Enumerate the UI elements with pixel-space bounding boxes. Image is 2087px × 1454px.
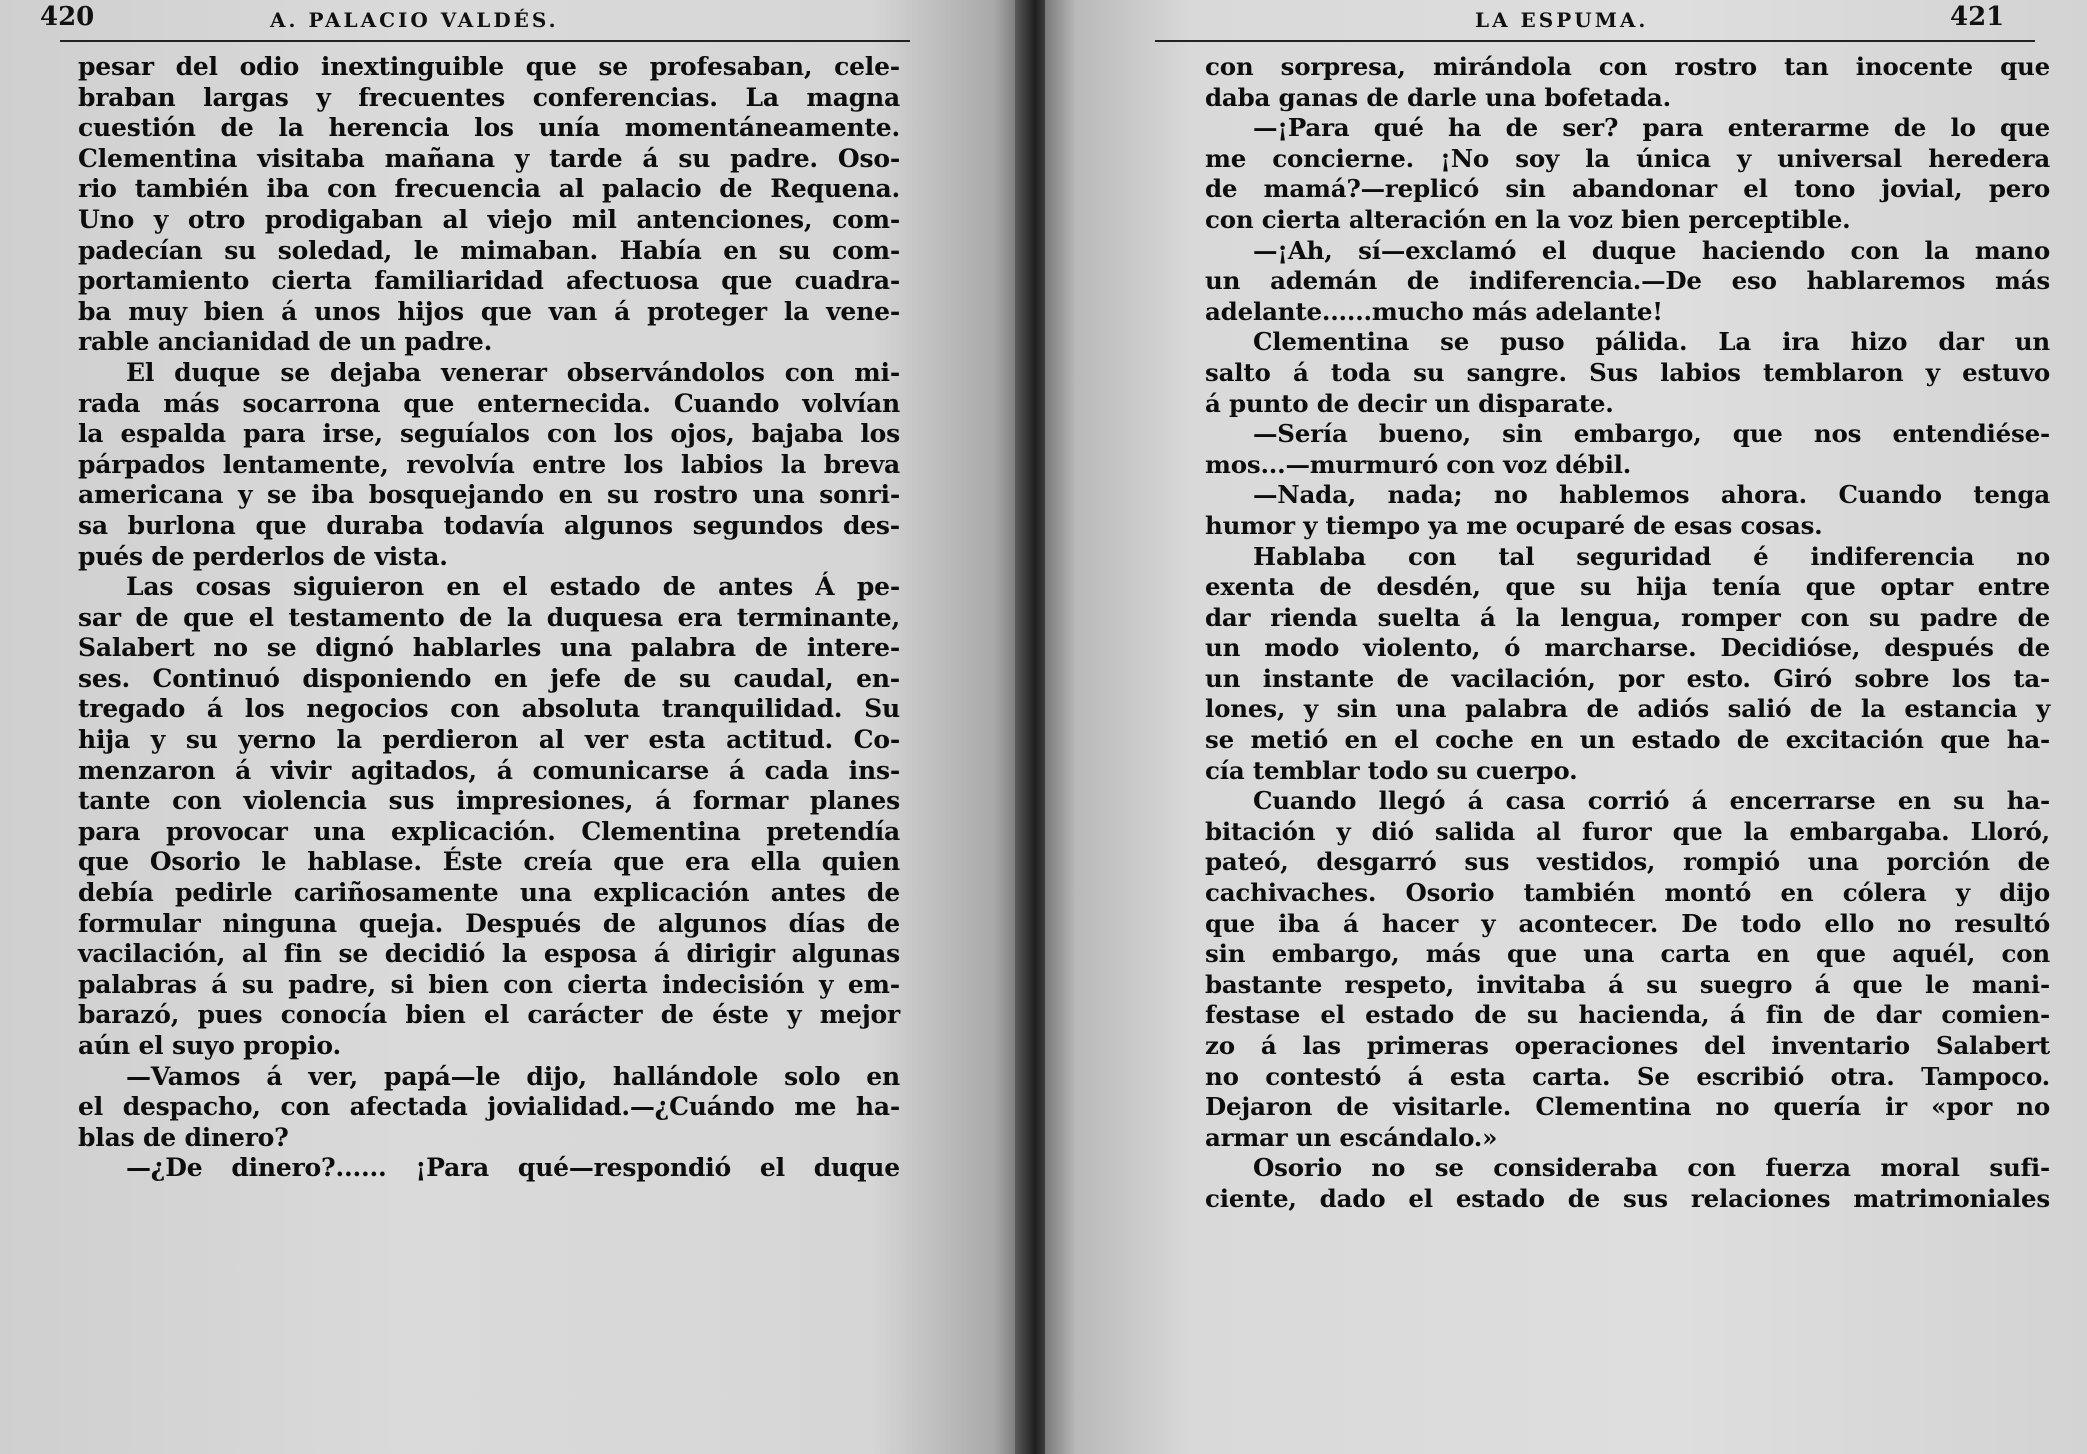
right-page	[1045, 0, 2087, 1454]
page-number: 420	[40, 2, 95, 32]
text-line: Cuando llegó á casa corrió á encerrarse en su ha-	[1253, 786, 2050, 816]
page-number: 421	[1950, 2, 2005, 32]
text-line: barazó, pues conocía bien el carácter de éste y mejor	[78, 1000, 900, 1030]
text-line: pateó, desgarró sus vestidos, rompió una porción de	[1205, 847, 2050, 877]
text-line: dar rienda suelta á la lengua, romper con su padre de	[1205, 602, 2050, 632]
text-line: de mamá?—replicó sin abandonar el tono jovial, pero	[1205, 174, 2050, 204]
text-line: ciente, dado el estado de sus relaciones matrimoniales	[1205, 1183, 2050, 1213]
text-line: con cierta alteración en la voz bien perceptible.	[1205, 204, 1851, 234]
text-line: no contestó á esta carta. Se escribió otra. Tampoco.	[1205, 1061, 2050, 1091]
text-line: el despacho, con afectada jovialidad.—¿Cuándo me ha-	[78, 1092, 900, 1122]
text-line: menzaron á vivir agitados, á comunicarse á cada ins-	[78, 755, 900, 785]
text-line: Las cosas siguieron en el estado de antes Á pe-	[126, 572, 900, 602]
text-line: á punto de decir un disparate.	[1205, 388, 1614, 418]
text-line: —¿De dinero?...... ¡Para qué—respondió el duque	[126, 1153, 900, 1183]
text-line: Osorio no se consideraba con fuerza moral sufi-	[1253, 1153, 2050, 1183]
text-line: zo á las primeras operaciones del inventario Salabert	[1205, 1031, 2050, 1060]
text-line: bitación y dió salida al furor que la embargaba. Lloró,	[1205, 816, 2050, 846]
text-line: sa burlona que duraba todavía algunos segundos des-	[78, 510, 900, 540]
text-line: braban largas y frecuentes conferencias. La magna	[78, 82, 900, 112]
text-line: —¡Para qué ha de ser? para enterarme de lo que	[1253, 113, 2050, 143]
text-line: sin embargo, más que una carta en que aquél, con	[1205, 939, 2050, 969]
left-page	[0, 0, 1025, 1454]
text-line: blas de dinero?	[78, 1122, 289, 1152]
text-line: vacilación, al fin se decidió la esposa á dirigir algunas	[78, 939, 900, 969]
text-line: Clementina se puso pálida. La ira hizo dar un	[1253, 327, 2050, 357]
text-line: tante con violencia sus impresiones, á formar planes	[78, 786, 900, 816]
text-line: me concierne. ¡No soy la única y universal heredera	[1205, 143, 2050, 173]
text-line: cuestión de la herencia los unía momentáneamente.	[78, 113, 900, 143]
text-line: padecían su soledad, le mimaban. Había en su com-	[78, 235, 900, 265]
text-line: salto á toda su sangre. Sus labios temblaron y estuvo	[1205, 357, 2050, 387]
text-line: que iba á hacer y acontecer. De todo ello no resultó	[1205, 908, 2050, 938]
running-title: A. PALACIO VALDÉS.	[270, 8, 559, 32]
text-line: El duque se dejaba venerar observándolos con mi-	[126, 357, 900, 387]
text-line: un instante de vacilación, por esto. Giró sobre los ta-	[1205, 663, 2050, 693]
text-line: párpados lentamente, revolvía entre los labios la breva	[78, 449, 900, 479]
text-line: palabras á su padre, si bien con cierta indecisión y em-	[78, 969, 900, 999]
text-line: la espalda para irse, seguíalos con los ojos, bajaba los	[78, 419, 900, 449]
header-rule	[60, 40, 910, 42]
body-text	[1205, 52, 2050, 1215]
text-line: humor y tiempo ya me ocuparé de esas cosas.	[1205, 510, 1823, 540]
text-line: cachivaches. Osorio también montó en cólera y dijo	[1205, 878, 2050, 908]
text-line: daba ganas de darle una bofetada.	[1205, 82, 1671, 112]
text-line: rio también iba con frecuencia al palacio de Requena.	[78, 174, 900, 204]
text-line: hija y su yerno la perdieron al ver esta actitud. Co-	[78, 725, 900, 755]
text-line: Clementina visitaba mañana y tarde á su padre. Oso-	[78, 143, 900, 173]
text-line: mos...—murmuró con voz débil.	[1205, 449, 1632, 479]
text-line: americana y se iba bosquejando en su rostro una sonri-	[78, 480, 900, 510]
text-line: cía temblar todo su cuerpo.	[1205, 755, 1578, 785]
body-text	[78, 52, 900, 1184]
text-line: un modo violento, ó marcharse. Decidióse, después de	[1205, 633, 2050, 663]
text-line: debía pedirle cariñosamente una explicación antes de	[78, 878, 900, 908]
text-line: se metió en el coche en un estado de excitación que ha-	[1205, 725, 2050, 755]
text-line: Hablaba con tal seguridad é indiferencia no	[1253, 541, 2050, 571]
text-line: —Sería bueno, sin embargo, que nos entendiése-	[1253, 419, 2050, 449]
text-line: tregado á los negocios con absoluta tranquilidad. Su	[78, 694, 900, 724]
text-line: —Vamos á ver, papá—le dijo, hallándole solo en	[126, 1061, 900, 1091]
text-line: rable ancianidad de un padre.	[78, 327, 493, 357]
text-line: —Nada, nada; no hablemos ahora. Cuando tenga	[1253, 480, 2050, 510]
text-line: pués de perderlos de vista.	[78, 541, 448, 571]
text-line: que Osorio le hablase. Éste creía que era ella quien	[78, 847, 900, 877]
text-line: festase el estado de su hacienda, á fin de dar comien-	[1205, 1000, 2050, 1030]
text-line: ses. Continuó disponiendo en jefe de su caudal, en-	[78, 663, 900, 693]
text-line: Uno y otro prodigaban al viejo mil antenciones, com-	[78, 204, 900, 234]
text-line: ba muy bien á unos hijos que van á proteger la vene-	[78, 296, 900, 326]
running-title: LA ESPUMA.	[1475, 8, 1649, 32]
header-rule	[1155, 40, 2035, 42]
text-line: armar un escándalo.»	[1205, 1122, 1498, 1152]
text-line: exenta de desdén, que su hija tenía que optar entre	[1205, 572, 2050, 602]
text-line: un ademán de indiferencia.—De eso hablaremos más	[1205, 266, 2050, 296]
text-line: con sorpresa, mirándola con rostro tan inocente que	[1205, 52, 2050, 81]
text-line: aún el suyo propio.	[78, 1031, 341, 1060]
text-line: lones, y sin una palabra de adiós salió de la estancia y	[1205, 694, 2050, 724]
text-line: bastante respeto, invitaba á su suegro á que le mani-	[1205, 969, 2050, 999]
text-line: Salabert no se dignó hablarles una palabra de intere-	[78, 633, 900, 663]
text-line: para provocar una explicación. Clementina pretendía	[78, 816, 900, 846]
text-line: pesar del odio inextinguible que se profesaban, cele-	[78, 52, 900, 81]
text-line: formular ninguna queja. Después de algunos días de	[78, 908, 900, 938]
text-line: portamiento cierta familiaridad afectuosa que cuadra-	[78, 266, 900, 296]
text-line: adelante......mucho más adelante!	[1205, 296, 1663, 326]
text-line: —¡Ah, sí—exclamó el duque haciendo con la mano	[1253, 235, 2050, 265]
text-line: Dejaron de visitarle. Clementina no quería ir «por no	[1205, 1092, 2050, 1122]
text-line: sar de que el testamento de la duquesa era terminante,	[78, 602, 900, 632]
text-line: rada más socarrona que enternecida. Cuando volvían	[78, 388, 900, 418]
